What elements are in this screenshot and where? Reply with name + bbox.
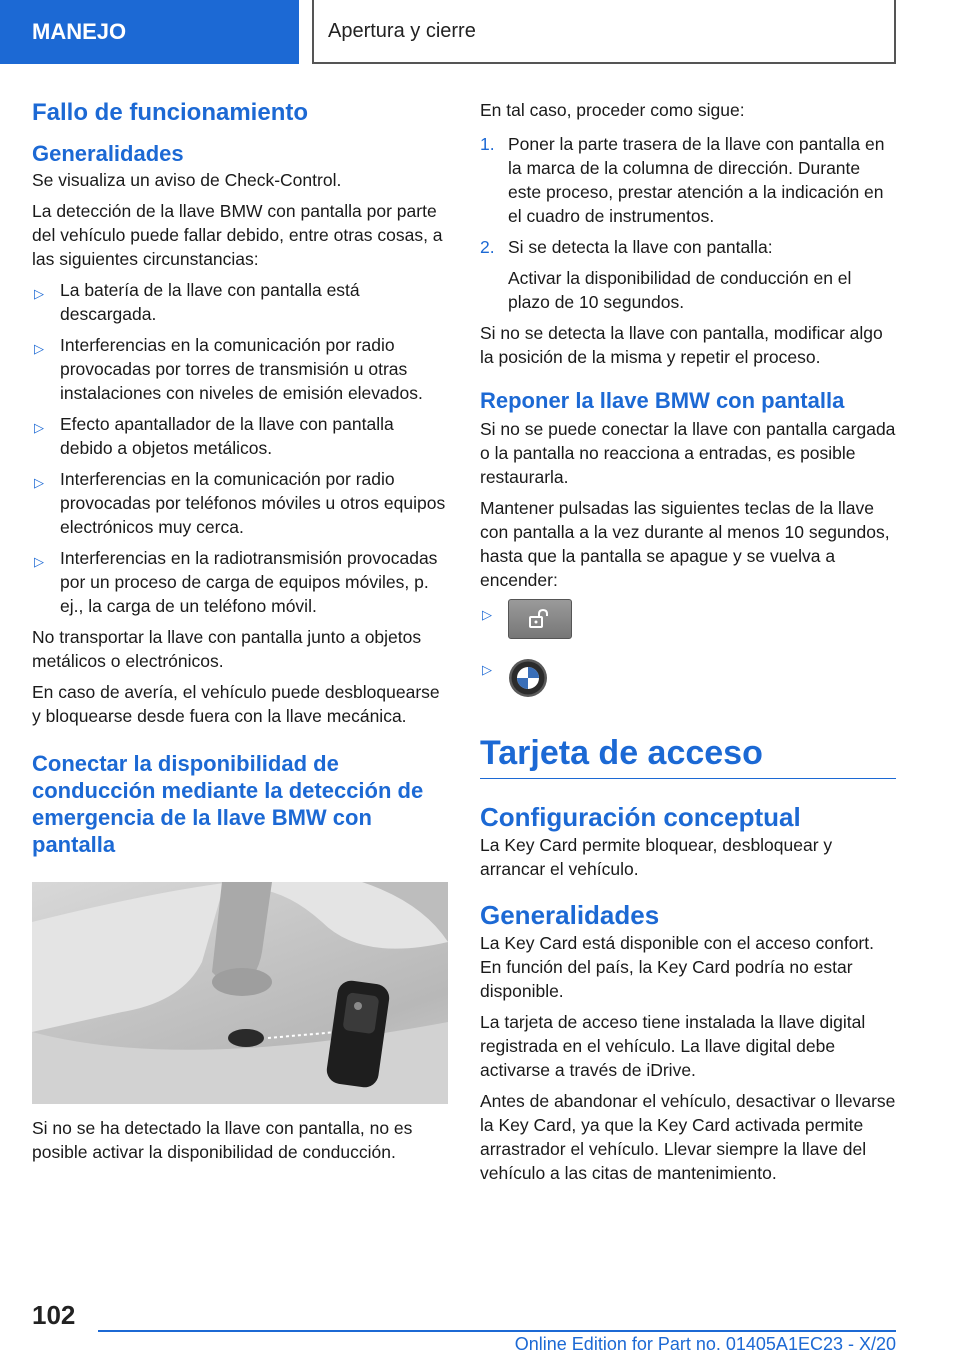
heading-tarjeta: Tarjeta de acceso [480, 734, 763, 772]
right-column [480, 98, 896, 1192]
triangle-right-icon: ▷ [34, 420, 44, 435]
triangle-right-icon: ▷ [482, 662, 492, 677]
left-column [32, 98, 448, 1171]
paragraph: Se visualiza un aviso de Check-Control. [32, 170, 342, 190]
heading-generalidades: Generalidades [32, 141, 184, 166]
paragraph: No transportar la llave con pantalla junto a objetos metálicos o electrónicos. [32, 627, 422, 671]
heading-generalidades-2: Generalidades [480, 900, 660, 930]
chapter-header [312, 0, 896, 64]
triangle-right-icon: ▷ [482, 607, 492, 622]
steps-list [480, 132, 896, 314]
paragraph: En tal caso, proceder como sigue: [480, 100, 745, 120]
step-item [480, 235, 896, 314]
photo-caption: Si no se ha detectado la llave con pantalla, no es posible activar la disponibilidad de conducción. [32, 1118, 413, 1162]
list-item: ▷ Interferencias en la comunicación por radio provocadas por teléfonos móviles u otros equipos electrónicos muy cerca. [34, 469, 446, 537]
list-item [480, 654, 896, 702]
step-number: 1. [480, 134, 495, 154]
list-item [480, 599, 896, 647]
key-buttons-list [480, 599, 896, 702]
paragraph: Antes de abandonar el vehículo, desactivar o llevarse la Key Card, ya que la Key Card activada permite arrastrador el vehículo. Llevar siempre la llave del vehículo a las citas de mantenimiento. [480, 1091, 896, 1183]
list-item: ▷ Interferencias en la comunicación por radio provocadas por torres de transmisión u otras instalaciones con niveles de emisión elevados. [34, 335, 423, 403]
heading-config: Configuración conceptual [480, 802, 801, 832]
triangle-right-icon: ▷ [34, 286, 44, 301]
steering-column-key-photo [32, 882, 448, 1104]
triangle-right-icon: ▷ [34, 554, 44, 569]
bmw-logo-icon [508, 658, 548, 698]
page-number: 102 [32, 1300, 76, 1330]
section-tab [0, 0, 299, 64]
chapter-heading-wrap [480, 732, 896, 779]
paragraph: Si no se detecta la llave con pantalla, modificar algo la posición de la misma y repetir el proceso. [480, 323, 883, 367]
triangle-right-icon: ▷ [34, 341, 44, 356]
step-subtext: Activar la disponibilidad de conducción en el plazo de 10 segundos. [508, 268, 852, 312]
paragraph: En caso de avería, el vehículo puede desbloquearse y bloquearse desde fuera con la llave mecánica. [32, 682, 440, 726]
paragraph: La detección de la llave BMW con pantalla por parte del vehículo puede fallar debido, entre otras cosas, a las siguientes circunstancias: [32, 201, 443, 269]
step-number: 2. [480, 237, 495, 257]
paragraph: Si no se puede conectar la llave con pantalla cargada o la pantalla no reacciona a entradas, es posible restaurarla. [480, 419, 896, 487]
heading-reponer: Reponer la llave BMW con pantalla [480, 388, 845, 413]
triangle-right-icon: ▷ [34, 475, 44, 490]
circumstances-list [32, 278, 448, 618]
step-text: Poner la parte trasera de la llave con pantalla en la marca de la columna de dirección. Durante este proceso, prestar atención a la indicación en el cuadro de instrumentos. [508, 134, 885, 226]
list-item: ▷ La batería de la llave con pantalla está descargada. [34, 280, 360, 324]
paragraph: La tarjeta de acceso tiene instalada la llave digital registrada en el vehículo. La llave digital debe activarse a través de iDrive. [480, 1012, 866, 1080]
heading-fallo: Fallo de funcionamiento [32, 99, 309, 126]
paragraph: La Key Card está disponible con el acceso confort. En función del país, la Key Card podría no estar disponible. [480, 933, 874, 1001]
heading-conectar: Conectar la disponibilidad de conducción mediante la detección de emergencia de la llave BMW con pantalla [32, 751, 424, 857]
list-item: ▷ Efecto apantallador de la llave con pantalla debido a objetos metálicos. [34, 414, 394, 458]
step-text: Si se detecta la llave con pantalla: [508, 237, 773, 257]
list-item: ▷ Interferencias en la radiotransmisión provocadas por un proceso de carga de equipos móviles, p. ej., la carga de un teléfono móvil. [34, 548, 438, 616]
unlock-icon [528, 609, 552, 629]
step-item [480, 132, 896, 228]
section-title: MANEJO [32, 19, 127, 44]
paragraph: La Key Card permite bloquear, desbloquear y arrancar el vehículo. [480, 835, 833, 879]
steering-column-illustration [32, 882, 448, 1104]
footer-divider [98, 1330, 896, 1332]
footer-edition: Online Edition for Part no. 01405A1EC23 - X/20 [514, 1334, 896, 1354]
chapter-title: Apertura y cierre [328, 19, 476, 42]
paragraph: Mantener pulsadas las siguientes teclas de la llave con pantalla a la vez durante al menos 10 segundos, hasta que la pantalla se apague y se vuelva a encender: [480, 498, 890, 590]
unlock-button-icon [508, 599, 572, 639]
